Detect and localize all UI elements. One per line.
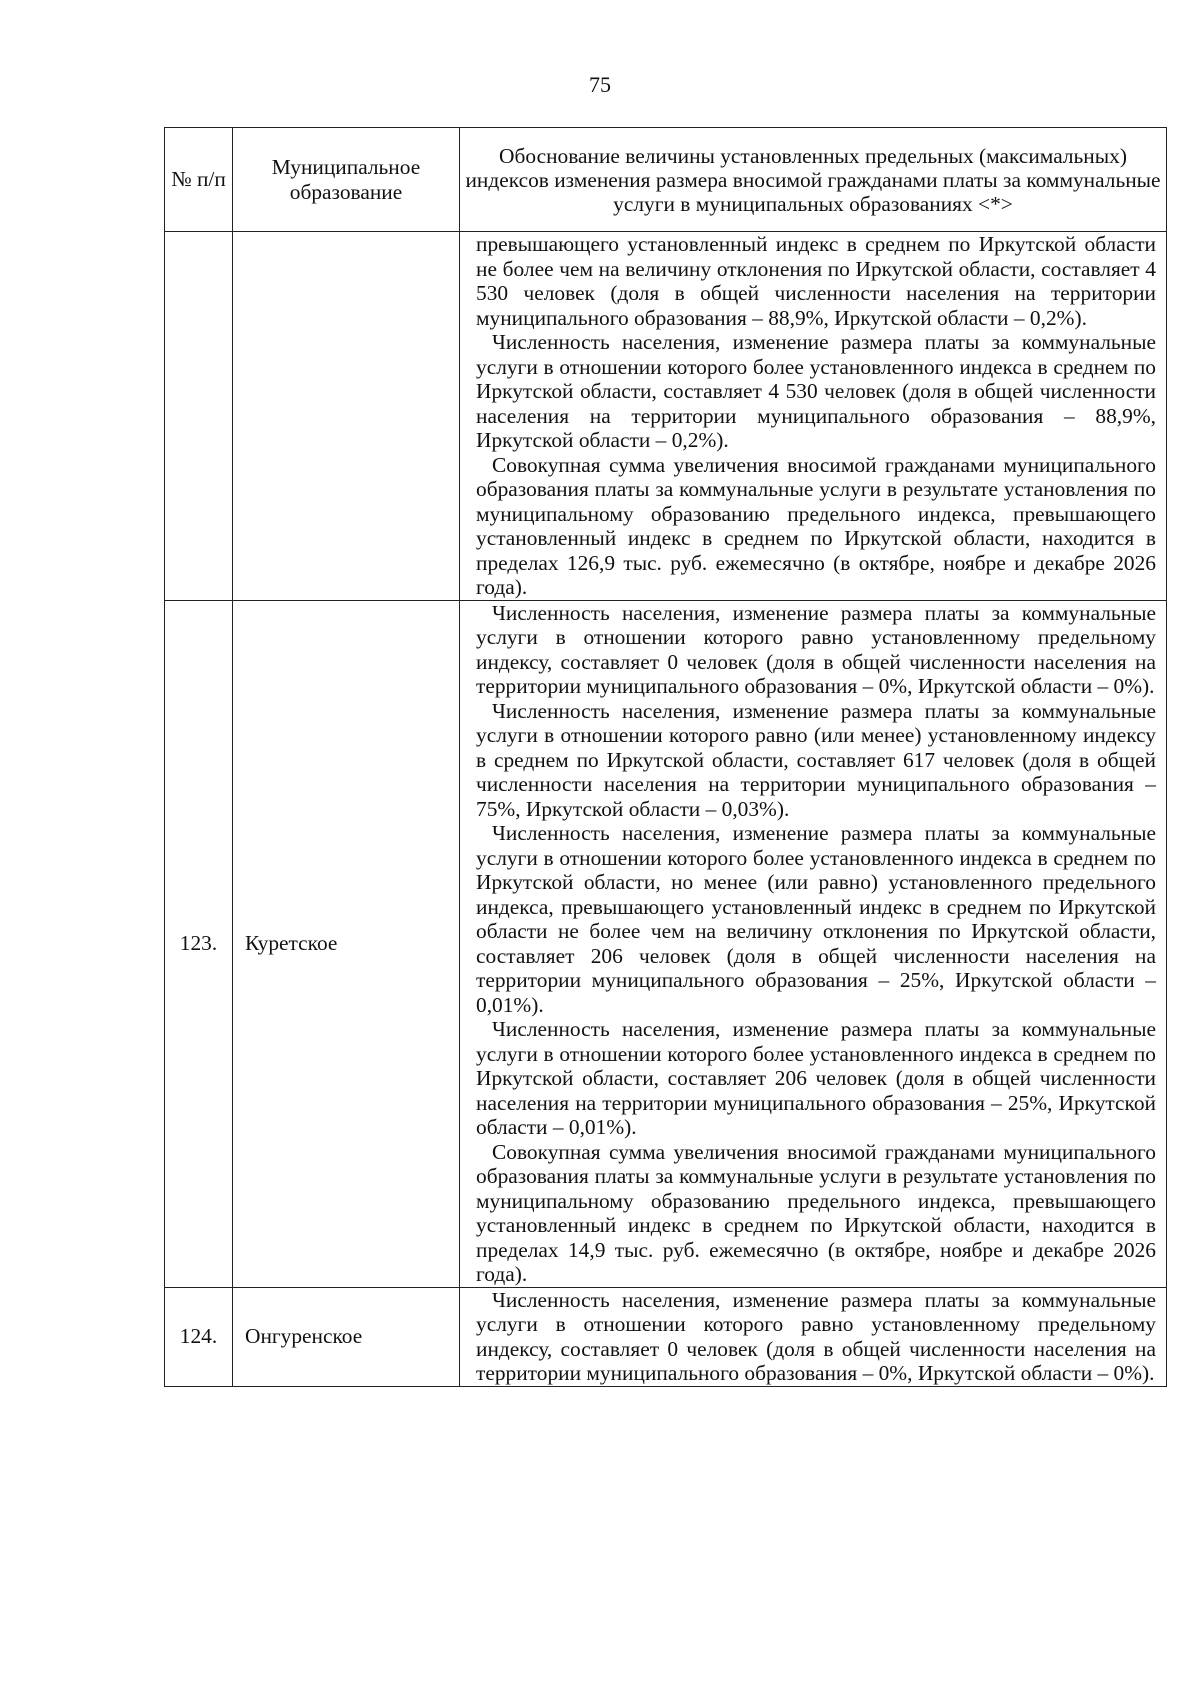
page-number: 75 [589,72,611,97]
table-row [165,600,1167,1287]
paragraph: Численность населения, изменение размера платы за коммунальные услуги в отношении которого более установленного индекса в среднем по Иркутской области, составляет 4 530 человек (доля в общей численности населения на территории муниципального образования – 88,9%, Иркутской области – 0,2%). [476,330,1156,452]
table-row [165,1287,1167,1386]
paragraph: превышающего установленный индекс в среднем по Иркутской области не более чем на величину отклонения по Иркутской области, составляет 4 530 человек (доля в общей численности населения на территории муниципального образования – 88,9%, Иркутской области – 0,2%). [476,232,1156,330]
table-row [165,232,1167,601]
row-justification [460,1287,1167,1386]
header-municipality: Муниципальное образование [233,128,460,232]
paragraph: Численность населения, изменение размера платы за коммунальные услуги в отношении которого более установленного индекса в среднем по Иркутской области, составляет 206 человек (доля в общей численности населения на территории муниципального образования – 25%, Иркутской области – 0,01%). [476,1017,1156,1139]
paragraph: Численность населения, изменение размера платы за коммунальные услуги в отношении которого более установленного индекса в среднем по Иркутской области, но менее (или равно) установленного предельного индекса, превышающего установленный индекс в среднем по Иркутской области не более чем на величину отклонения по Иркутской области, составляет 206 человек (доля в общей численности населения на территории муниципального образования – 25%, Иркутской области – 0,01%). [476,821,1156,1017]
row-number [165,232,233,601]
paragraph: Совокупная сумма увеличения вносимой гражданами муниципального образования платы за коммунальные услуги в результате установления по муниципальному образованию предельного индекса, превышающего установленный индекс в среднем по Иркутской области, находится в пределах 14,9 тыс. руб. ежемесячно (в октябре, ноябре и декабре 2026 года). [476,1139,1156,1286]
paragraph: Численность населения, изменение размера платы за коммунальные услуги в отношении которого равно (или менее) установленному индексу в среднем по Иркутской области, составляет 617 человек (доля в общей численности населения на территории муниципального образования – 75%, Иркутской области – 0,03%). [476,698,1156,821]
header-number: № п/п [165,128,233,232]
row-number: 123. [165,600,233,1287]
row-number: 124. [165,1287,233,1386]
row-justification [460,600,1167,1287]
paragraph: Совокупная сумма увеличения вносимой гражданами муниципального образования платы за коммунальные услуги в результате установления по муниципальному образованию предельного индекса, превышающего установленный индекс в среднем по Иркутской области, находится в пределах 126,9 тыс. руб. ежемесячно (в октябре, ноябре и декабре 2026 года). [476,452,1156,599]
justification-table [164,127,1167,1387]
header-justification: Обоснование величины установленных предельных (максимальных) индексов изменения размера вносимой гражданами платы за коммунальные услуги в муниципальных образованиях <*> [460,128,1167,232]
paragraph: Численность населения, изменение размера платы за коммунальные услуги в отношении которого равно установленному предельному индексу, составляет 0 человек (доля в общей численности населения на территории муниципального образования – 0%, Иркутской области – 0%). [476,1287,1156,1385]
paragraph: Численность населения, изменение размера платы за коммунальные услуги в отношении которого равно установленному предельному индексу, составляет 0 человек (доля в общей численности населения на территории муниципального образования – 0%, Иркутской области – 0%). [476,600,1156,698]
row-municipality [233,232,460,601]
row-municipality: Онгуренское [233,1287,460,1386]
row-municipality: Куретское [233,600,460,1287]
row-justification [460,232,1167,601]
table-header-row [165,128,1167,232]
